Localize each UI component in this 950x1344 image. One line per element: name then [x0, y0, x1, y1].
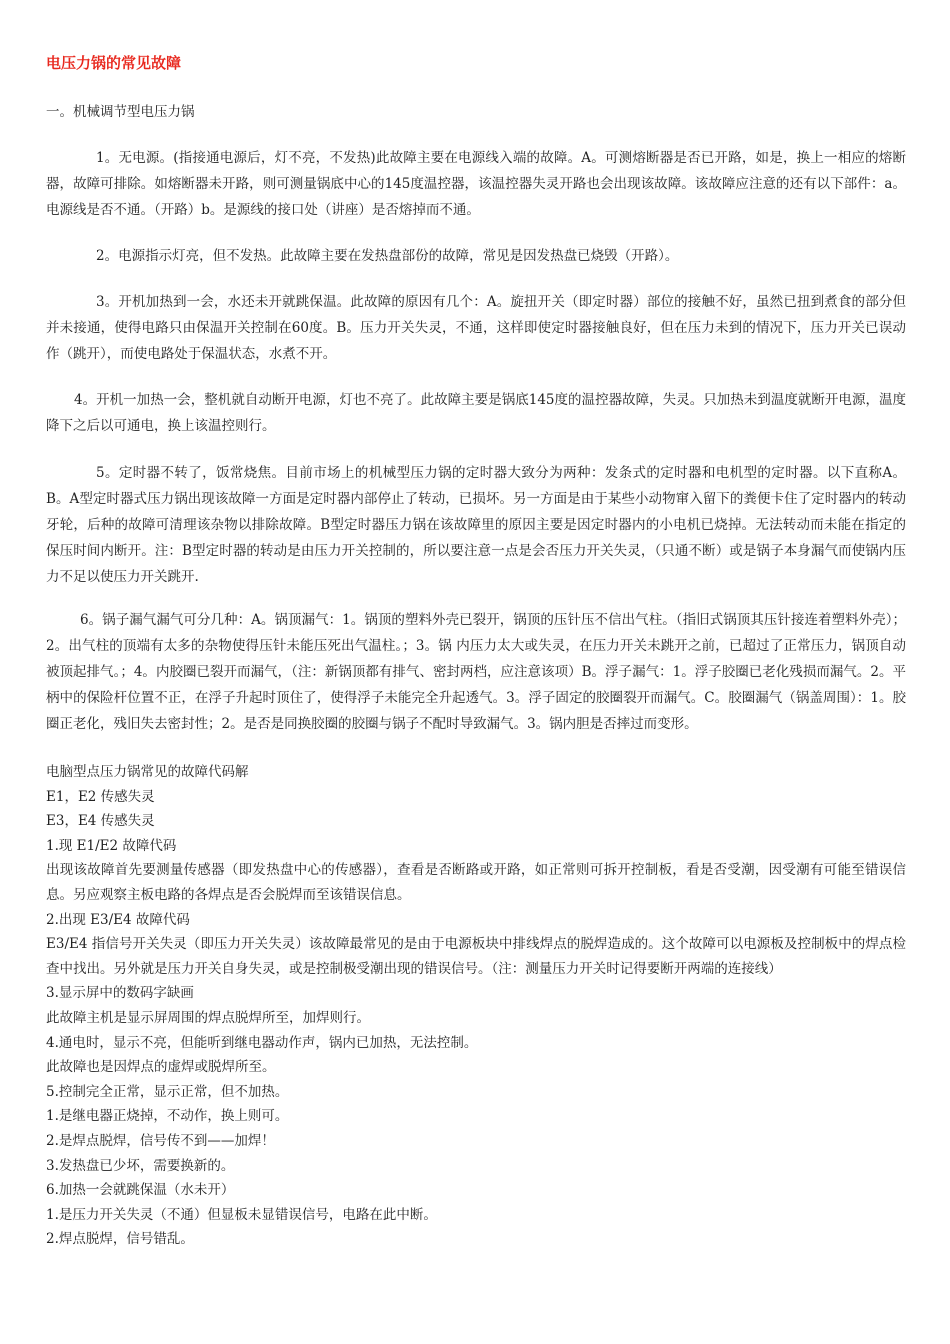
paragraph-jump-keep-warm: 3。开机加热到一会，水还未开就跳保温。此故障的原因有几个：A。旋扭开关（即定时器）部位的接触不好，虽然已扭到煮食的部分但并未接通，使得电路只由保温开关控制在60度。B。压力开关失灵，不通，这样即使定时器接触良好，但在压力未到的情况下，压力开关已误动作（跳开），而使电路处于保温状态，水煮不开。: [46, 294, 906, 362]
list-item: 出现该故障首先要测量传感器（即发热盘中心的传感器），查看是否断路或开路，如正常则可拆开控制板，看是否受潮，因受潮有可能至错误信息。另应观察主板电路的各焊点是否会脱焊而至该错误信息。: [46, 862, 906, 903]
section-heading: 一。机械调节型电压力锅: [46, 104, 195, 120]
list-item: 1.现 E1/E2 故障代码: [46, 837, 177, 854]
fault-code-heading: 电脑型点压力锅常见的故障代码解: [46, 764, 249, 780]
list-item: E1，E2 传感失灵: [46, 788, 155, 805]
paragraph-auto-power-off: 4。开机一加热一会，整机就自动断开电源，灯也不亮了。此故障主要是锅底145度的温控器故障，失灵。只加热未到温度就断开电源，温度降下之后以可通电，换上该温控则行。: [46, 392, 906, 434]
list-item: 1.是继电器正烧掉，不动作，换上则可。: [46, 1108, 289, 1125]
paragraph-light-no-heat: 2。电源指示灯亮，但不发热。此故障主要在发热盘部份的故障，常见是因发热盘已烧毁（开路）。: [96, 248, 679, 264]
list-item: 3.发热盘已少坏，需要换新的。: [46, 1157, 235, 1174]
fault-code-list: [46, 760, 906, 1252]
list-item: 3.显示屏中的数码字缺画: [46, 985, 194, 1002]
list-item: 1.是压力开关失灵（不通）但显板未显错误信号，电路在此中断。: [46, 1206, 437, 1223]
list-item: 此故障主机是显示屏周围的焊点脱焊所至，加焊则行。: [46, 1009, 370, 1026]
list-item: 2.焊点脱焊，信号错乱。: [46, 1231, 194, 1248]
list-item: 5.控制完全正常，显示正常，但不加热。: [46, 1083, 289, 1100]
list-item: 2.出现 E3/E4 故障代码: [46, 911, 190, 928]
paragraph-timer-stuck: 5。定时器不转了，饭常烧焦。目前市场上的机械型压力锅的定时器大致分为两种：发条式的定时器和电机型的定时器。以下直称A。B。A型定时器式压力锅出现该故障一方面是定时器内部停止了转动，已损坏。另一方面是由于某些小动物窜入留下的粪便卡住了定时器内的转动牙轮，后种的故障可清理该杂物以排除故障。B型定时器压力锅在该故障里的原因主要是因定时器内的小电机已烧掉。无法转动而未能在指定的保压时间内断开。注：B型定时器的转动是由压力开关控制的，所以要注意一点是会否压力开关失灵，（只通不断）或是锅子本身漏气而使锅内压力不足以使压力开关跳开.: [46, 465, 906, 585]
list-item: E3/E4 指信号开关失灵（即压力开关失灵）该故障最常见的是由于电源板块中排线焊点的脱焊造成的。这个故障可以电源板及控制板中的焊点检查中找出。另外就是压力开关自身失灵，或是控制极受潮出现的错误信号。（注：测量压力开关时记得要断开两端的连接线）: [46, 936, 906, 977]
list-item: 4.通电时，显示不亮，但能听到继电器动作声，锅内已加热，无法控制。: [46, 1034, 478, 1051]
list-item: 6.加热一会就跳保温（水未开）: [46, 1182, 235, 1199]
paragraph-steam-leak: 6。锅子漏气漏气可分几种：A。锅顶漏气：1。锅顶的塑料外壳已裂开，锅顶的压针压不信出气柱。（指旧式锅顶其压针接连着塑料外壳）；2。出气柱的顶端有太多的杂物使得压针未能压死出气温柱。；3。锅 内压力太大或失灵，在压力开关未跳开之前，已超过了正常压力，锅顶自动被顶起排气。；4。内胶圈已裂开而漏气，（注：新锅顶都有排气、密封两档，应注意该项）B。浮子漏气：1。浮子胶圈已老化残损而漏气。2。平柄中的保险杆位置不正，在浮子升起时顶住了，使得浮子未能完全升起透气。3。浮子固定的胶圈裂开而漏气。C。胶圈漏气（锅盖周围）：1。胶圈正老化，残旧失去密封性；2。是否是同换胶圈的胶圈与锅子不配时导致漏气。3。锅内胆是否摔过而变形。: [46, 612, 906, 732]
list-item: 此故障也是因焊点的虚焊或脱焊所至。: [46, 1059, 276, 1076]
list-item: 2.是焊点脱焊，信号传不到——加焊！: [46, 1132, 275, 1149]
list-item: E3，E4 传感失灵: [46, 813, 155, 830]
paragraph-no-power: 1。无电源。(指接通电源后，灯不亮，不发热)此故障主要在电源线入端的故障。A。可测熔断器是否已开路，如是，换上一相应的熔断器，故障可排除。如熔断器未开路，则可测量锅底中心的145度温控器，该温控器失灵开路也会出现该故障。该故障应注意的还有以下部件：a。电源线是否不通。（开路）b。是源线的接口处（讲座）是否熔掉而不通。: [46, 150, 906, 218]
document-title: 电压力锅的常见故障: [46, 54, 182, 72]
